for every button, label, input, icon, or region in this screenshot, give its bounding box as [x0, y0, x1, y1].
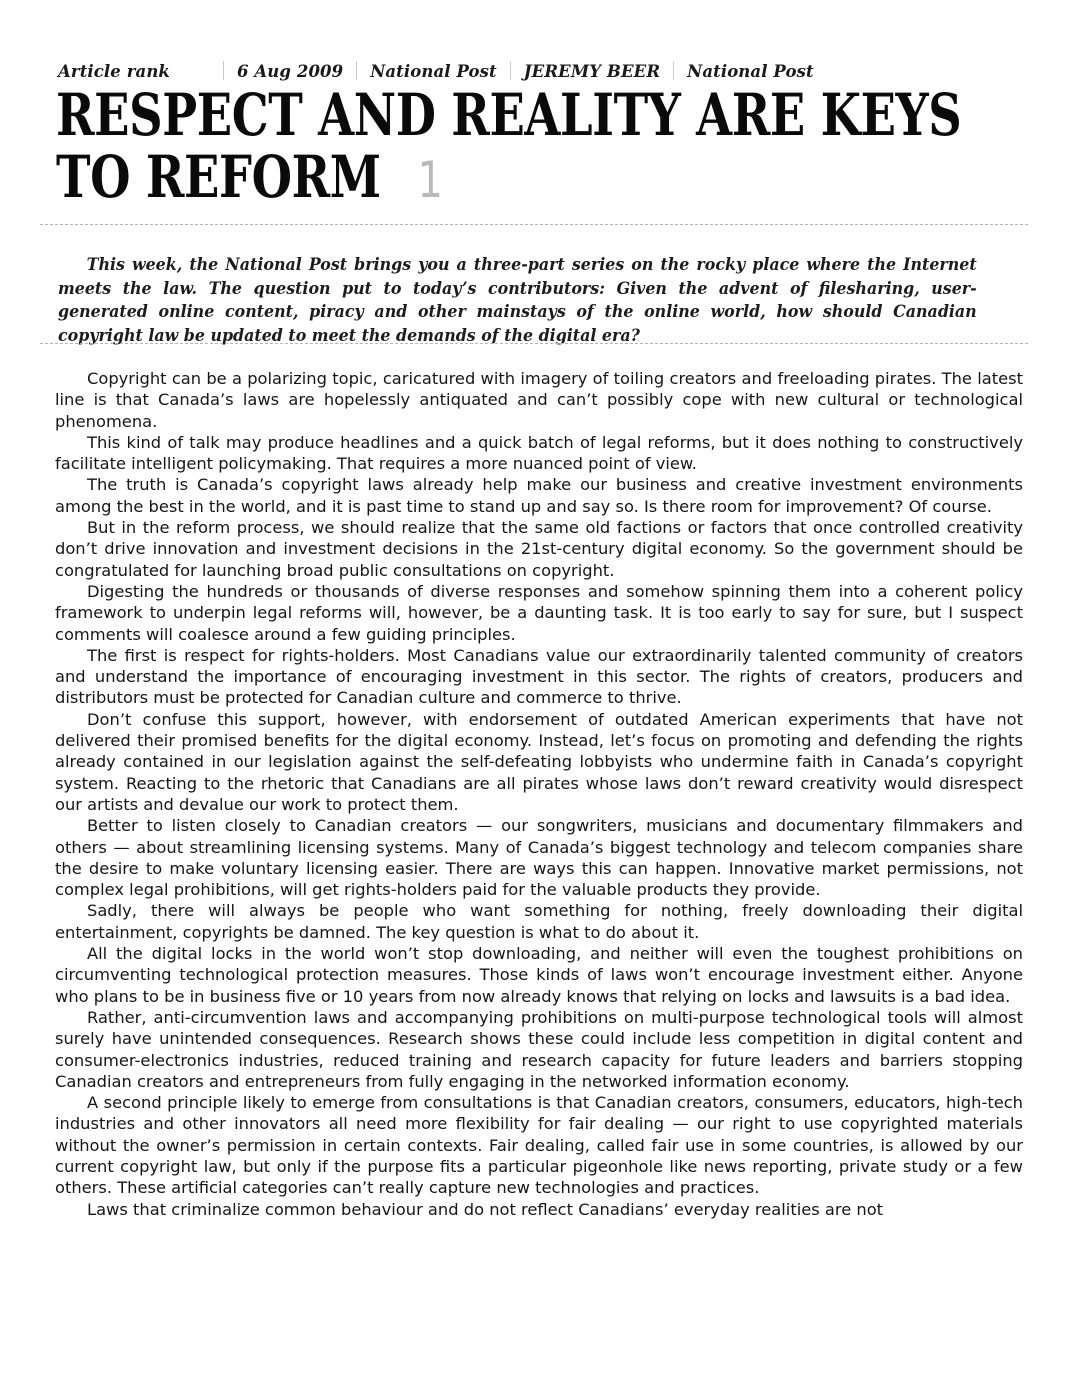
- article-rank-label: Article rank: [58, 62, 170, 81]
- body-paragraph: Laws that criminalize common behaviour and do not reflect Canadians’ everyday realities are not: [87, 1199, 884, 1219]
- body-paragraph: This kind of talk may produce headlines and a quick batch of legal reforms, but it does nothing to constructively facilitate intelligent policymaking. That requires a more nuanced point of view.: [55, 432, 1023, 474]
- body-paragraph: Sadly, there will always be people who want something for nothing, freely downloading their digital entertainment, copyrights be damned. The key question is what to do about it.: [55, 901, 1023, 942]
- byline-divider-icon: [223, 61, 224, 80]
- page-number: 1: [417, 151, 443, 209]
- body-paragraph: Rather, anti-circumvention laws and accompanying prohibitions on multi-purpose technological tools will almost surely have unintended consequences. Research shows these could include less competition in digital content and consumer-electronics industries, reduced training and research capacity for future leaders and barriers stopping Canadian creators and entrepreneurs from fully engaging in the networked information economy.: [55, 1007, 1023, 1091]
- standfirst: This week, the National Post brings you a three-part series on the rocky place where the Internet meets the law. The question put to today’s contributors: Given the advent of filesharing, user-generated online content, piracy and other mainstays of the online world, how should Canadian copyright law be updated to meet the demands of the digital era?: [58, 254, 977, 345]
- byline-source: National Post: [687, 62, 814, 81]
- byline-divider-icon: [673, 61, 674, 80]
- byline-divider-icon: [510, 61, 511, 80]
- body-paragraph: A second principle likely to emerge from consultations is that Canadian creators, consumers, educators, high-tech industries and other innovators all need more flexibility for fair dealing — our right to use copyrighted materials without the owner’s permission in certain contexts. Fair dealing, called fair use in some countries, is allowed by our current copyright law, but only if the purpose fits a particular pigeonhole like news reporting, private study or a few others. These artificial categories can’t really capture new technologies and practices.: [55, 1093, 1023, 1198]
- body-paragraph: The first is respect for rights-holders. Most Canadians value our extraordinarily talented community of creators and understand the importance of encouraging investment in this sector. The rights of creators, producers and distributors must be protected for Canadian culture and commerce to thrive.: [55, 645, 1023, 708]
- headline-line-2-wrap: [56, 143, 848, 211]
- headline-line-1: RESPECT AND REALITY ARE KEYS: [56, 81, 962, 149]
- byline-author: JEREMY BEER: [523, 62, 661, 81]
- divider-above-standfirst: [40, 224, 1028, 225]
- divider-below-standfirst: [40, 343, 1028, 344]
- body-paragraph: But in the reform process, we should realize that the same old factions or factors that once controlled creativity don’t drive innovation and investment decisions in the 21st-century digital economy. So the government should be congratulated for launching broad public consultations on copyright.: [55, 518, 1023, 580]
- body-paragraph: All the digital locks in the world won’t stop downloading, and neither will even the toughest prohibitions on circumventing technological protection measures. Those kinds of laws won’t encourage investment either. Anyone who plans to be in business five or 10 years from now already knows that relying on locks and lawsuits is a bad idea.: [55, 944, 1023, 1006]
- body-paragraph: Better to listen closely to Canadian creators — our songwriters, musicians and documentary filmmakers and others — about streamlining licensing systems. Many of Canada’s biggest technology and telecom companies share the desire to make voluntary licensing easier. There are ways this can happen. Innovative market permissions, not complex legal prohibitions, will get rights-holders paid for the valuable products they provide.: [55, 816, 1023, 900]
- article-body: [55, 368, 1023, 1220]
- body-paragraph: The truth is Canada’s copyright laws already help make our business and creative investment environments among the best in the world, and it is past time to stand up and say so. Is there room for improvement? Of course.: [55, 475, 1023, 516]
- byline: [58, 58, 1028, 81]
- headline-line-2: TO REFORM: [56, 143, 381, 211]
- body-paragraph: Digesting the hundreds or thousands of diverse responses and somehow spinning them into a coherent policy framework to underpin legal reforms will, however, be a daunting task. It is too early to say for sure, but I suspect comments will coalesce around a few guiding principles.: [55, 581, 1023, 644]
- body-paragraph: Copyright can be a polarizing topic, caricatured with imagery of toiling creators and freeloading pirates. The latest line is that Canada’s laws are hopelessly antiquated and can’t possibly cope with new cultural or technological phenomena.: [55, 369, 1023, 431]
- byline-date: 6 Aug 2009: [236, 62, 344, 81]
- headline-block: [56, 81, 1046, 211]
- byline-divider-icon: [356, 61, 357, 80]
- byline-publication: National Post: [370, 62, 497, 81]
- page-title: [56, 81, 962, 211]
- body-paragraph: Don’t confuse this support, however, with endorsement of outdated American experiments that have not delivered their promised benefits for the digital economy. Instead, let’s focus on promoting and defending the rights already contained in our legislation against the self-defeating lobbyists who undermine faith in Canada’s copyright system. Reacting to the rhetoric that Canadians are all pirates whose laws don’t reward creativity would disrespect our artists and devalue our work to protect them.: [55, 709, 1023, 814]
